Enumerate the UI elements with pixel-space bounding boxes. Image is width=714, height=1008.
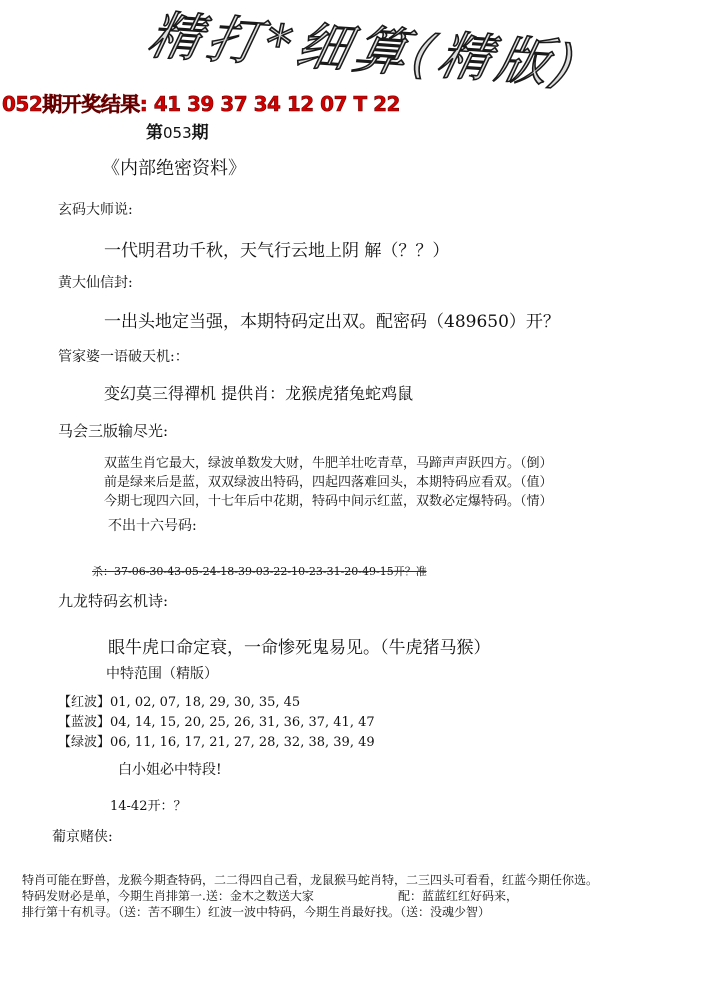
wave-red: 【红波】01, 02, 07, 18, 29, 30, 35, 45 (58, 695, 301, 710)
three-line-2: 前是绿来后是蓝，双双绿波出特码，四起四落难回头，本期特码应看双。（值） (104, 475, 553, 490)
three-line-1: 双蓝生肖它最大，绿波单数发大财，牛肥羊壮吃青草，马蹄声声跃四方。（倒） (104, 456, 553, 471)
nine-heading: 九龙特码玄机诗: (58, 592, 169, 610)
draw-result: 052期开奖结果: 41 39 37 34 12 07 T 22 (2, 92, 400, 116)
wave-green: 【绿波】06, 11, 16, 17, 21, 27, 28, 32, 38, 39, 49 (58, 735, 375, 750)
letter-heading: 黄大仙信封: (58, 275, 133, 291)
letter-line: 一出头地定当强，本期特码定出双。配密码（489650）开？ (104, 312, 560, 332)
range-open: 14-42开：？ (110, 799, 187, 814)
three-heading: 马会三版输尽光: (58, 422, 169, 440)
nine-line: 眼牛虎口命定衰，一命惨死鬼易见。（牛虎猪马猴） (108, 638, 491, 658)
macau-heading: 葡京赌侠: (52, 829, 113, 845)
issue-number: 第053期 (146, 123, 209, 143)
range-heading: 中特范围（精版） (106, 666, 218, 682)
macau-line-3: 排行第十有机寻。（送：苦不聊生）红波一波中特码，今期生肖最好找。（送：没魂少智） (22, 905, 491, 919)
three-line-3: 今期七现四六回，十七年后中花期，特码中间示红蓝，双数必定爆特码。（情） (104, 494, 553, 509)
butler-heading: 管家婆一语破天机:： (58, 349, 189, 365)
wave-blue: 【蓝波】04, 14, 15, 20, 25, 26, 31, 36, 37, 41, 47 (58, 715, 375, 730)
doc-title: 《内部绝密资料》 (102, 158, 246, 179)
banner-title: 精打*细算(精版) (143, 6, 588, 96)
macau-line-1: 特肖可能在野兽，龙猴今期查特码，二二得四自己看，龙鼠猴马蛇肖特，二三四头可看看，红蓝今期任你选。 (22, 873, 599, 887)
macau-line-2: 特码发财必是单，今期生肖排第一.送：金木之数送大家 (22, 889, 314, 903)
no16-heading: 不出十六号码: (108, 518, 197, 534)
white-lady-line: 白小姐必中特段! (118, 762, 222, 778)
master-line: 一代明君功千秋，天气行云地上阴 解（？？） (104, 241, 450, 261)
macau-line-2b: 配：蓝蓝红红好码来， (398, 889, 519, 903)
butler-line: 变幻莫三得禪机 提供肖：龙猴虎猪兔蛇鸡鼠 (104, 384, 414, 403)
kill-numbers: 杀：37-06-30-43-05-24-18-39-03-22-10-23-31-20-49-15开？准 (92, 565, 427, 578)
master-heading: 玄码大师说: (58, 202, 133, 218)
